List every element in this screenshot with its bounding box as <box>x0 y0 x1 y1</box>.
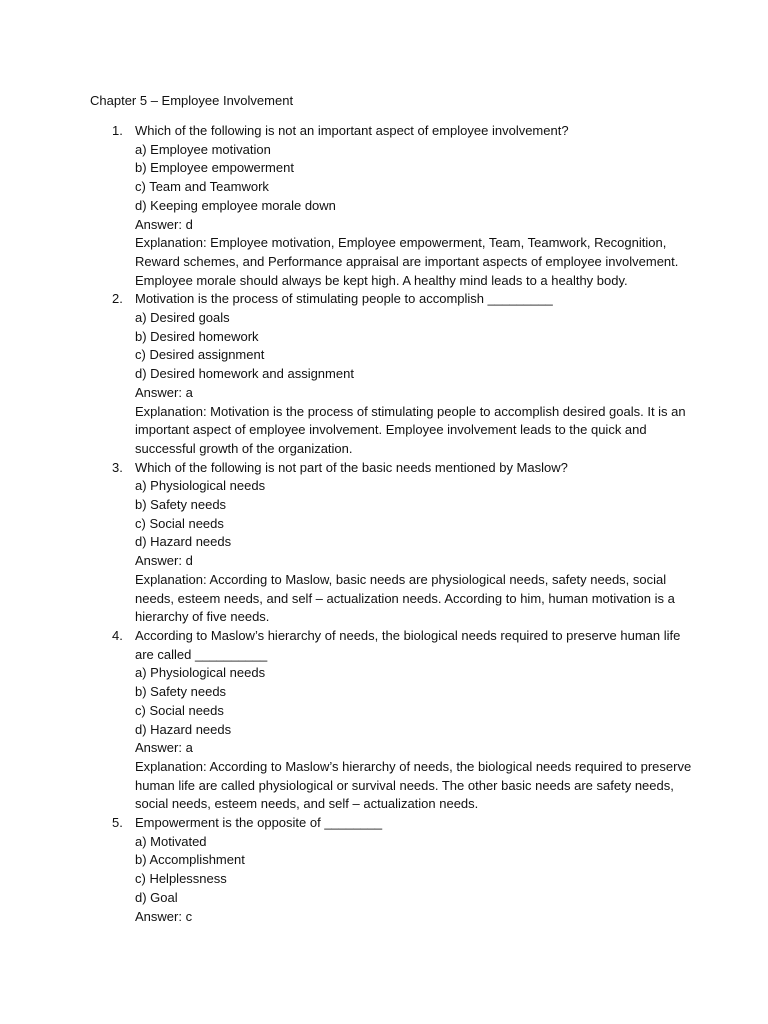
question-list <box>90 122 690 926</box>
question-number: 1. <box>112 123 123 138</box>
answer-key: Answer: a <box>135 384 193 400</box>
question-text-line: According to Maslow’s hierarchy of needs, the biological needs required to preserve human life <box>135 627 681 643</box>
explanation-line: social needs, esteem needs, and self – actualization needs. <box>135 796 479 812</box>
answer-option: d) Hazard needs <box>135 534 232 550</box>
chapter-title: Chapter 5 – Employee Involvement <box>90 93 294 108</box>
explanation-line: are called __________ <box>135 646 268 662</box>
answer-option: d) Hazard needs <box>135 721 232 737</box>
answer-option: d) Goal <box>135 889 178 905</box>
answer-option: c) Desired assignment <box>135 347 265 363</box>
question-item <box>90 122 690 290</box>
answer-option: a) Motivated <box>135 833 207 849</box>
question-text-line: Which of the following is not part of the basic needs mentioned by Maslow? <box>135 459 568 475</box>
question-number: 2. <box>112 291 123 307</box>
question-item <box>90 459 690 627</box>
answer-option: d) Desired homework and assignment <box>135 366 354 382</box>
question-number: 5. <box>112 815 123 831</box>
explanation-line: needs, esteem needs, and self – actualization needs. According to him, human motivation is a <box>135 590 675 606</box>
answer-option: a) Desired goals <box>135 310 230 326</box>
question-text-line: Empowerment is the opposite of ________ <box>135 815 383 831</box>
answer-option: a) Physiological needs <box>135 665 266 681</box>
answer-option: a) Employee motivation <box>135 141 271 157</box>
question-text-line: Which of the following is not an important aspect of employee involvement? <box>135 123 569 138</box>
explanation-line: Reward schemes, and Performance appraisal are important aspects of employee involvement. <box>135 253 679 269</box>
explanation-line: Explanation: According to Maslow’s hierarchy of needs, the biological needs required to preserve <box>135 758 692 774</box>
answer-option: c) Social needs <box>135 515 224 531</box>
answer-option: c) Social needs <box>135 702 224 718</box>
explanation-line: important aspect of employee involvement. Employee involvement leads to the quick and <box>135 422 647 438</box>
answer-key: Answer: c <box>135 908 193 924</box>
explanation-line: Employee morale should always be kept high. A healthy mind leads to a healthy body. <box>135 272 628 288</box>
explanation-line: human life are called physiological or survival needs. The other basic needs are safety needs, <box>135 777 674 793</box>
question-item <box>90 290 690 458</box>
answer-option: b) Safety needs <box>135 497 227 513</box>
answer-option: c) Helplessness <box>135 871 227 887</box>
question-text-line: Motivation is the process of stimulating people to accomplish _________ <box>135 291 553 307</box>
explanation-line: hierarchy of five needs. <box>135 609 270 625</box>
explanation-line: Explanation: Employee motivation, Employee empowerment, Team, Teamwork, Recognition, <box>135 235 667 251</box>
question-item <box>90 814 690 926</box>
answer-option: b) Safety needs <box>135 684 227 700</box>
answer-option: b) Employee empowerment <box>135 160 294 176</box>
question-item <box>90 627 690 814</box>
question-number: 3. <box>112 459 123 475</box>
explanation-line: successful growth of the organization. <box>135 440 353 456</box>
answer-option: b) Accomplishment <box>135 852 245 868</box>
answer-key: Answer: a <box>135 740 193 756</box>
answer-key: Answer: d <box>135 553 193 569</box>
explanation-line: Explanation: Motivation is the process of stimulating people to accomplish desired goals. It is an <box>135 403 686 419</box>
answer-option: b) Desired homework <box>135 328 259 344</box>
answer-option: c) Team and Teamwork <box>135 179 269 195</box>
explanation-line: Explanation: According to Maslow, basic needs are physiological needs, safety needs, social <box>135 571 667 587</box>
answer-key: Answer: d <box>135 216 193 232</box>
question-number: 4. <box>112 627 123 643</box>
answer-option: a) Physiological needs <box>135 478 266 494</box>
answer-option: d) Keeping employee morale down <box>135 197 336 213</box>
